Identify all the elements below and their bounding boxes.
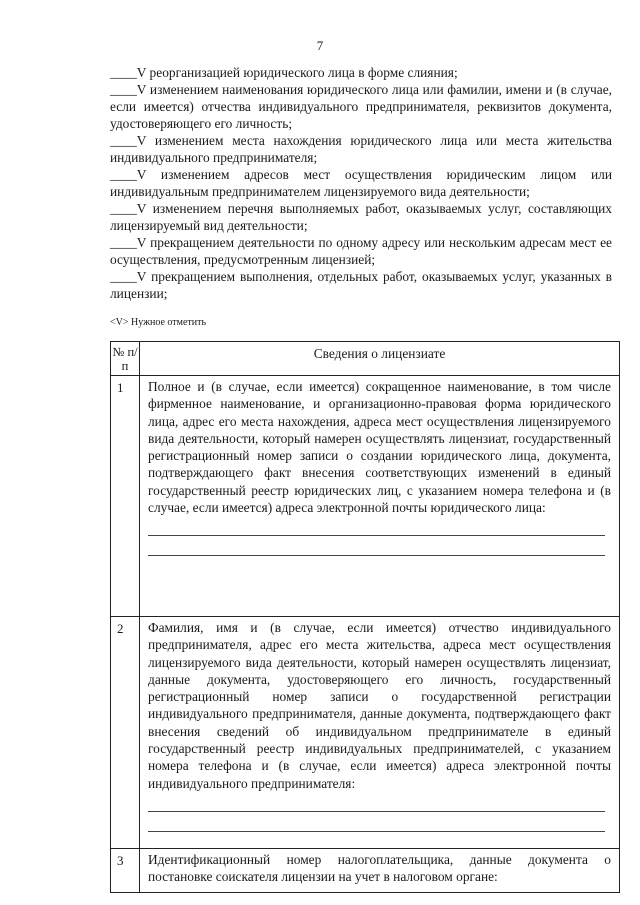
row-number: 3 (111, 849, 140, 893)
row-text: Полное и (в случае, если имеется) сокращенное наименование, в том числе фирменное наименование, и организационно-правовая форма юридического лица, адрес его места нахождения, адреса мест осуществления лицензируемого вида деятельности, который намерен осуществлять лицензиат, государственный регистрационный номер записи о создании юридического лица, документа, подтверждающего факт внесения соответствующих изменений в единый государственный реестр юридических лиц, с указанием номера телефона и (в случае, если имеется) адреса электронной почты юридического лица: (148, 379, 611, 516)
row-number: 1 (111, 376, 140, 617)
header-number: № п/п (111, 342, 140, 376)
table-row (111, 849, 620, 893)
row-number: 2 (111, 617, 140, 849)
row-text: Фамилия, имя и (в случае, если имеется) отчество индивидуального предпринимателя, адрес его места жительства, адреса мест осуществления лицензируемого вида деятельности, который намерен осуществлять лицензиат, данные документа, удостоверяющего его личность, государственный регистрационный номер записи о государственной регистрации индивидуального предпринимателя, данные документа, подтверждающего факт внесения сведений об индивидуальном предпринимателе в единый государственный реестр индивидуальных предпринимателей, с указанием номера телефона и (в случае, если имеется) адреса электронной почты индивидуального предпринимателя: (148, 620, 611, 791)
checklist-item-name-change[interactable]: ____V изменением наименования юридического лица или фамилии, имени и (в случае, если имеется) отчества индивидуального предпринимателя, реквизитов документа, удостоверяющего его личность; (110, 82, 612, 131)
checklist-item-location-change[interactable]: ____V изменением места нахождения юридического лица или места жительства индивидуального предпринимателя; (110, 133, 612, 165)
checklist-item-address-termination[interactable]: ____V прекращением деятельности по одному адресу или нескольким адресам мест ее осуществления, предусмотренным лицензией; (110, 235, 612, 267)
fill-line[interactable] (148, 516, 605, 536)
page-number: 7 (316, 38, 324, 53)
checklist-item-works-termination[interactable]: ____V прекращением выполнения, отдельных работ, оказываемых услуг, указанных в лицензии; (110, 269, 612, 301)
checklist-item-works-change[interactable]: ____V изменением перечня выполняемых работ, оказываемых услуг, составляющих лицензируемый вид деятельности; (110, 201, 612, 233)
licensee-info-table (110, 341, 620, 893)
table-header-row (111, 342, 620, 376)
fill-line[interactable] (148, 536, 605, 556)
row-content (140, 849, 620, 893)
table-row (111, 617, 620, 849)
change-checklist (110, 64, 612, 302)
row-text: Идентификационный номер налогоплательщика, данные документа о постановке соискателя лицензии на учет в налоговом органе: (148, 852, 611, 885)
checklist-item-merger[interactable]: ____V реорганизацией юридического лица в форме слияния; (110, 65, 458, 80)
row-content (140, 376, 620, 617)
fill-line[interactable] (148, 812, 605, 832)
header-licensee-info: Сведения о лицензиате (140, 342, 620, 376)
row-content (140, 617, 620, 849)
table-row (111, 376, 620, 617)
fill-line[interactable] (148, 792, 605, 812)
check-note: <V> Нужное отметить (110, 317, 207, 328)
checklist-item-address-change[interactable]: ____V изменением адресов мест осуществления юридическим лицом или индивидуальным предпринимателем лицензируемого вида деятельности; (110, 167, 612, 199)
